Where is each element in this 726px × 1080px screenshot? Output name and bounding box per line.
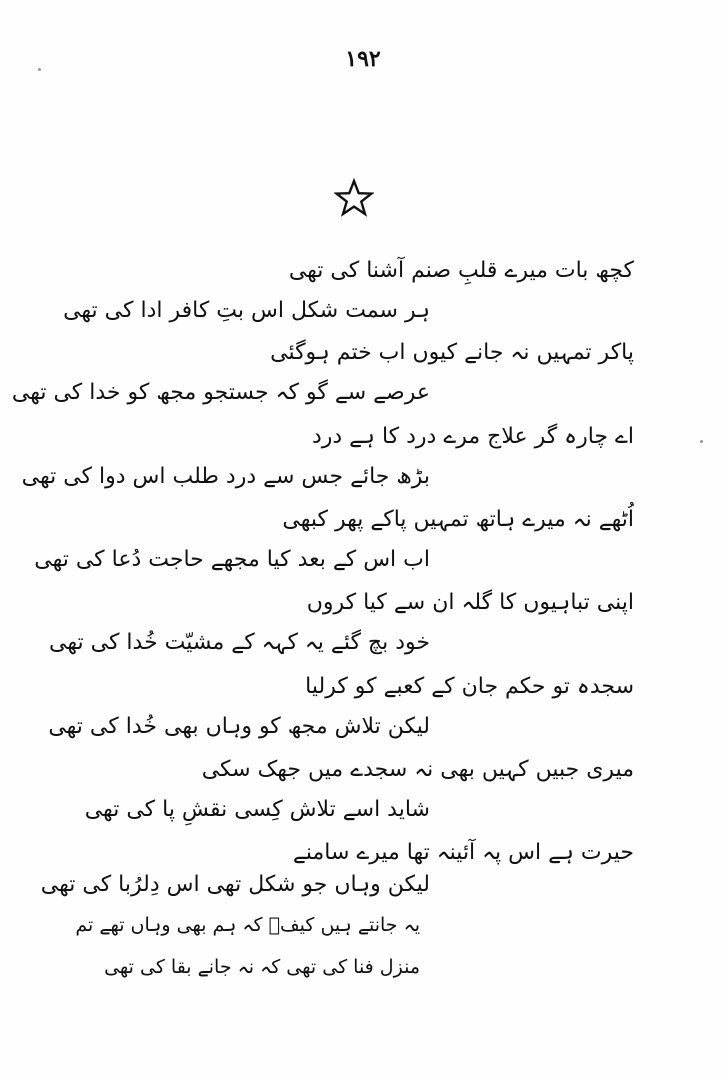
verse-line: میری جبیں کہیں بھی نہ سجدے میں جھک سکی [201, 757, 634, 782]
verse-line: شاید اسے تلاش کِسی نقشِ پا کی تھی [84, 797, 430, 822]
page-number: ۱۹۲ [345, 46, 381, 72]
verse-line: اُٹھے نہ میرے ہاتھ تمہیں پاکے پھر کبھی [282, 507, 634, 532]
scan-speck [700, 440, 703, 443]
scan-speck [38, 68, 41, 71]
verse-line: خود بچ گئے یہ کہہ کے مشیّت خُدا کی تھی [49, 630, 430, 655]
verse-line: لیکن وہاں جو شکل تھی اس دِلرُبا کی تھی [40, 872, 430, 897]
verse-line: منزل فنا کی تھی کہ نہ جانے بقا کی تھی [104, 956, 420, 978]
star-icon [334, 178, 374, 218]
verse-line: لیکن تلاش مجھ کو وہاں بھی خُدا کی تھی [48, 714, 430, 739]
verse-line: یہ جانتے ہیں کیفؔ کہ ہم بھی وہاں تھے تم [75, 914, 420, 936]
verse-line: اب اس کے بعد کیا مجھے حاجت دُعا کی تھی [34, 547, 430, 572]
verse-line: اے چارہ گر علاج مرے درد کا ہے درد [311, 424, 634, 449]
verse-line: ہر سمت شکل اس بتِ کافر ادا کی تھی [63, 298, 430, 323]
verse-line: اپنی تباہیوں کا گلہ ان سے کیا کروں [306, 590, 634, 615]
verse-line: پاکر تمہیں نہ جانے کیوں اب ختم ہوگئی [270, 340, 634, 365]
verse-line: عرصے سے گو کہ جستجو مجھ کو خدا کی تھی [11, 380, 430, 405]
verse-line: سجدہ تو حکم جان کے کعبے کو کرلیا [305, 674, 634, 699]
verse-line: کچھ بات میرے قلبِ صنم آشنا کی تھی [288, 258, 634, 283]
verse-line: بڑھ جائے جس سے درد طلب اس دوا کی تھی [21, 464, 430, 489]
verse-line: حیرت ہے اس پہ آئینہ تھا میرے سامنے [292, 840, 634, 865]
